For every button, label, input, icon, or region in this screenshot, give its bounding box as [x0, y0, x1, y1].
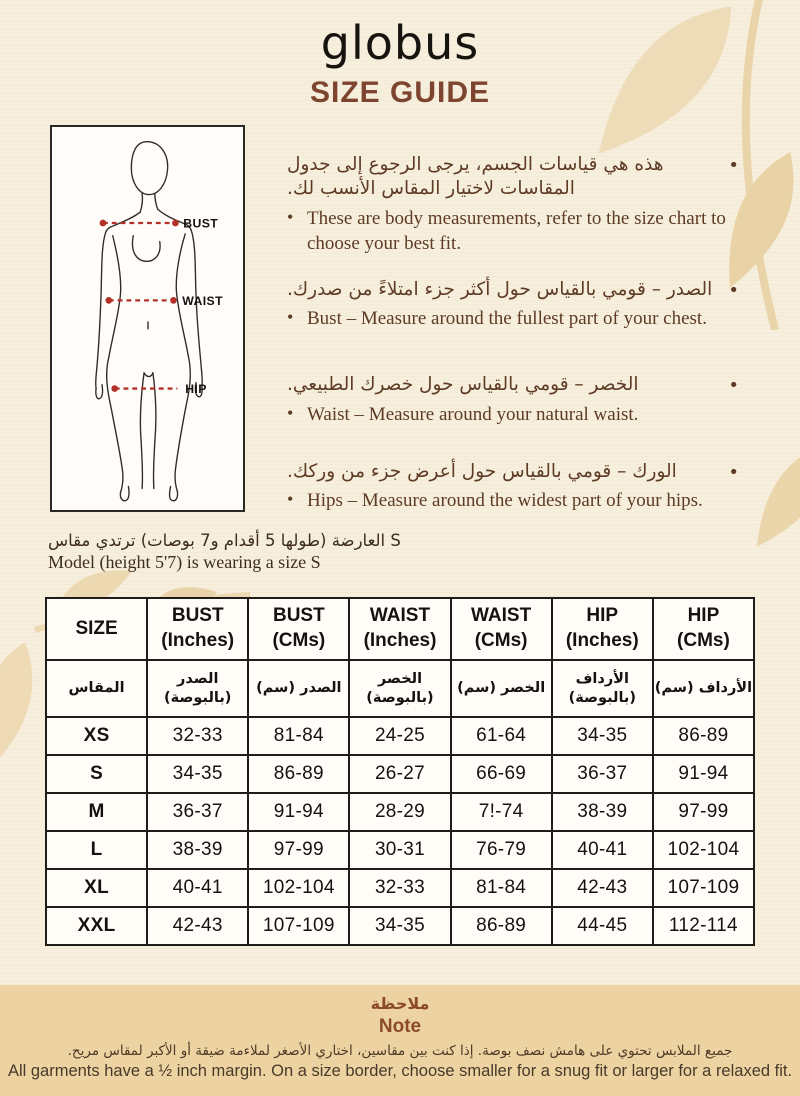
- header-bust-cms-ar: الصدر (سم): [248, 660, 349, 717]
- leaf-decoration-right-edge: [743, 420, 800, 570]
- model-info-english: Model (height 5'7) is wearing a size S: [48, 552, 321, 572]
- note-heading-arabic: ملاحظة: [370, 994, 430, 1013]
- bullet-dot: •: [287, 489, 294, 510]
- female-figure-illustration: [52, 127, 243, 510]
- brand-logo: globus: [320, 16, 480, 70]
- instruction-hip-english: • Hips – Measure around the widest part of your hips.: [287, 489, 703, 512]
- table-row-m: M 36-37 91-94 28-29 7!-74 38-39 97-99: [46, 793, 754, 831]
- header-size-ar: المقاس: [46, 660, 147, 717]
- instruction-waist-arabic: • الخصر – قومي بالقياس حول خصرك الطبيعي.: [287, 374, 739, 397]
- hip-line-label: HIP: [185, 381, 207, 396]
- header-bust-inches-ar: الصدر (بالبوصة): [147, 660, 248, 717]
- table-header-english: [46, 598, 754, 660]
- header-bust-cms: BUST (CMs): [248, 598, 349, 660]
- note-heading-english: Note: [378, 1016, 422, 1037]
- bullet-dot: •: [728, 279, 739, 301]
- waist-line-label: WAIST: [182, 293, 223, 308]
- bullet-dot: •: [287, 206, 294, 227]
- model-info-arabic: العارضة (طولها 5 أقدام و7 بوصات) ترتدي مقاس S: [48, 531, 401, 550]
- body-measurement-diagram: [50, 125, 245, 512]
- leaf-decoration-left-edge: [0, 625, 38, 795]
- instruction-bust-arabic: • الصدر – قومي بالقياس حول أكثر جزء امتلاءً من صدرك.: [287, 278, 739, 301]
- bullet-dot: •: [287, 307, 294, 328]
- bullet-dot: •: [287, 402, 294, 423]
- model-info: [48, 531, 401, 573]
- note-body-arabic: جميع الملابس تحتوي على هامش نصف بوصة. إذا كنت بين مقاسين، اختاري الأصغر لملاءمة ضيقة أو الأكبر لمقاس مريح.: [67, 1043, 733, 1059]
- instruction-waist-english: • Waist – Measure around your natural waist.: [287, 402, 639, 425]
- table-row-l: L 38-39 97-99 30-31 76-79 40-41 102-104: [46, 831, 754, 869]
- header-waist-inches: WAIST (Inches): [349, 598, 450, 660]
- size-chart-table: [45, 597, 755, 946]
- page-title: SIZE GUIDE: [309, 76, 491, 109]
- header-hip-inches: HIP (Inches): [552, 598, 653, 660]
- instruction-about-arabic: • هذه هي قياسات الجسم، يرجى الرجوع إلى جدول المقاسات لاختيار المقاس الأنسب لك.: [287, 154, 739, 200]
- note-body-english: All garments have a ½ inch margin. On a size border, choose smaller for a snug fit or larger for a relaxed fit.: [7, 1062, 793, 1080]
- note-section: [0, 985, 800, 1096]
- bullet-dot: •: [728, 461, 739, 483]
- table-row-xl: XL 40-41 102-104 32-33 81-84 42-43 107-109: [46, 869, 754, 907]
- measurement-instructions: [287, 153, 739, 513]
- bullet-dot: •: [728, 155, 739, 176]
- bust-line-label: BUST: [183, 216, 219, 231]
- table-row-xs: XS 32-33 81-84 24-25 61-64 34-35 86-89: [46, 717, 754, 755]
- header-hip-cms-ar: الأرداف (سم): [653, 660, 754, 717]
- header-waist-cms: WAIST (CMs): [451, 598, 552, 660]
- instruction-about-english: • These are body measurements, refer to the size chart to choose your best fit.: [287, 206, 726, 254]
- table-header-arabic: [46, 660, 754, 717]
- header-hip-cms: HIP (CMs): [653, 598, 754, 660]
- instruction-hip-arabic: • الورك – قومي بالقياس حول أعرض جزء من وركك.: [287, 460, 739, 483]
- bullet-dot: •: [728, 375, 739, 397]
- header-bust-inches: BUST (Inches): [147, 598, 248, 660]
- header-waist-inches-ar: الخصر (بالبوصة): [349, 660, 450, 717]
- header-size: SIZE: [46, 598, 147, 660]
- header-hip-inches-ar: الأرداف (بالبوصة): [552, 660, 653, 717]
- table-row-xxl: XXL 42-43 107-109 34-35 86-89 44-45 112-114: [46, 907, 754, 945]
- header-waist-cms-ar: الخصر (سم): [451, 660, 552, 717]
- instruction-bust-english: • Bust – Measure around the fullest part of your chest.: [287, 307, 707, 330]
- table-row-s: S 34-35 86-89 26-27 66-69 36-37 91-94: [46, 755, 754, 793]
